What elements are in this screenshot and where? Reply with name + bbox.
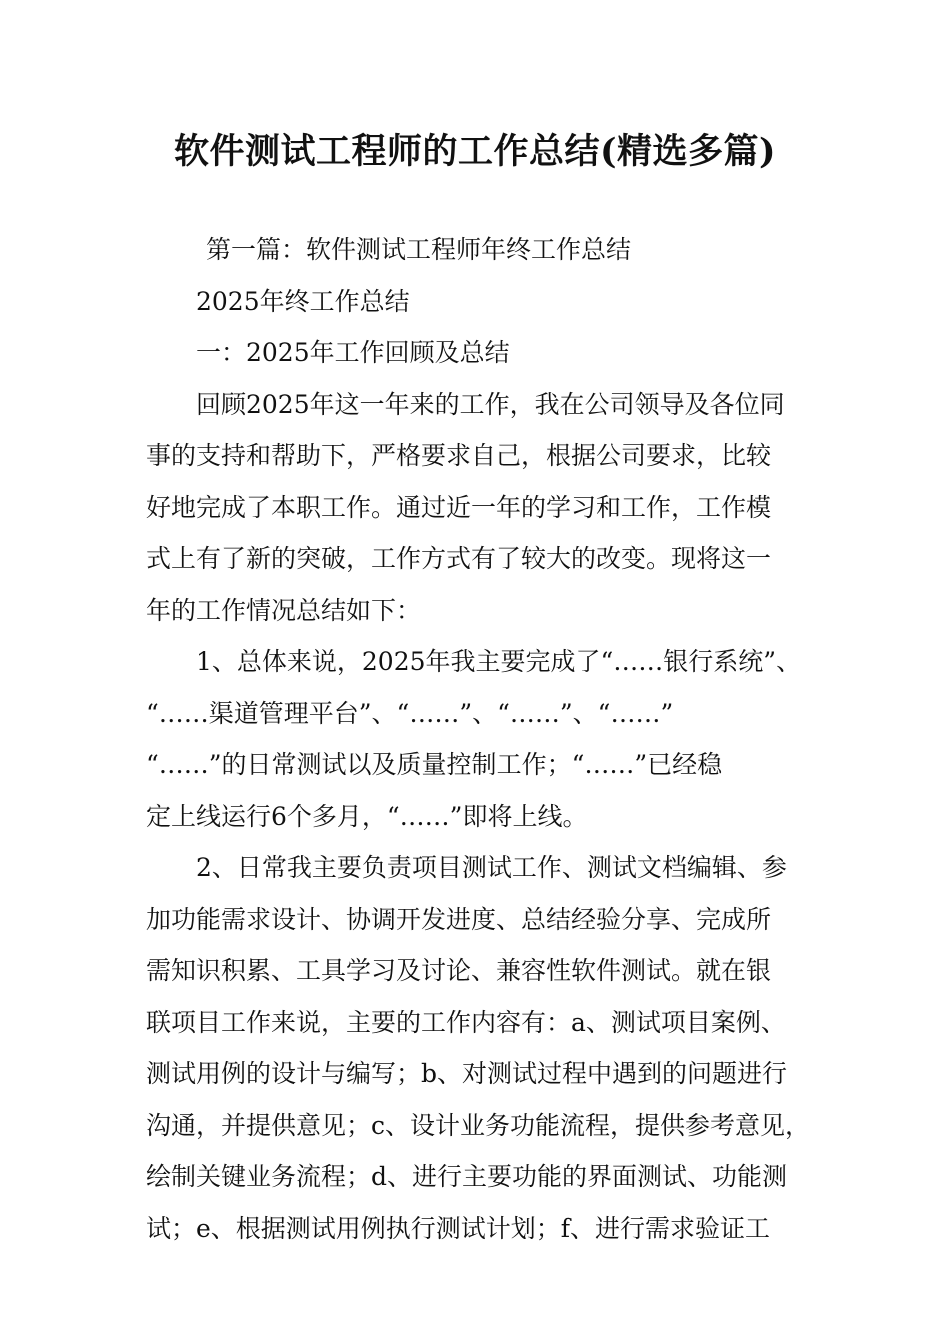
document-body [146, 224, 826, 1254]
paragraph-line: 测试用例的设计与编写；b、对测试过程中遇到的问题进行 [146, 1059, 788, 1088]
subheading: 一：2025年工作回顾及总结 [196, 338, 510, 367]
paragraph-line: 1、总体来说，2025年我主要完成了“……银行系统”、 [196, 647, 802, 676]
paragraph-line: “……渠道管理平台”、“……”、“……”、“……” [146, 698, 674, 728]
paragraph-line: “……”的日常测试以及质量控制工作；“……”已经稳 [146, 750, 723, 779]
paragraph-line: 年的工作情况总结如下： [146, 595, 422, 625]
paragraph-line: 试；e、根据测试用例执行测试计划；f、进行需求验证工 [146, 1213, 771, 1243]
section-heading: 第一篇：软件测试工程师年终工作总结 [206, 235, 632, 264]
paragraph-line: 定上线运行6个多月，“……”即将上线。 [146, 801, 588, 831]
paragraph-line: 回顾2025年这一年来的工作，我在公司领导及各位同 [196, 389, 785, 419]
paragraph-line: 沟通，并提供意见；c、设计业务功能流程，提供参考意见， [146, 1110, 811, 1140]
document-title: 软件测试工程师的工作总结(精选多篇) [173, 131, 777, 172]
paragraph-line: 绘制关键业务流程；d、进行主要功能的界面测试、功能测 [146, 1162, 788, 1191]
paragraph-line: 需知识积累、工具学习及讨论、兼容性软件测试。就在银 [146, 956, 772, 985]
paragraph-line: 联项目工作来说，主要的工作内容有：a、测试项目案例、 [146, 1007, 786, 1037]
paragraph-line: 事的支持和帮助下，严格要求自己，根据公司要求，比较 [146, 441, 772, 470]
paragraph-line: 式上有了新的突破，工作方式有了较大的改变。现将这一 [146, 544, 772, 573]
paragraph-line: 加功能需求设计、协调开发进度、总结经验分享、完成所 [146, 904, 772, 934]
paragraph-line: 好地完成了本职工作。通过近一年的学习和工作，工作模 [146, 492, 772, 522]
subheading: 2025年终工作总结 [196, 286, 410, 316]
paragraph-line: 2、日常我主要负责项目测试工作、测试文档编辑、参 [196, 853, 787, 882]
